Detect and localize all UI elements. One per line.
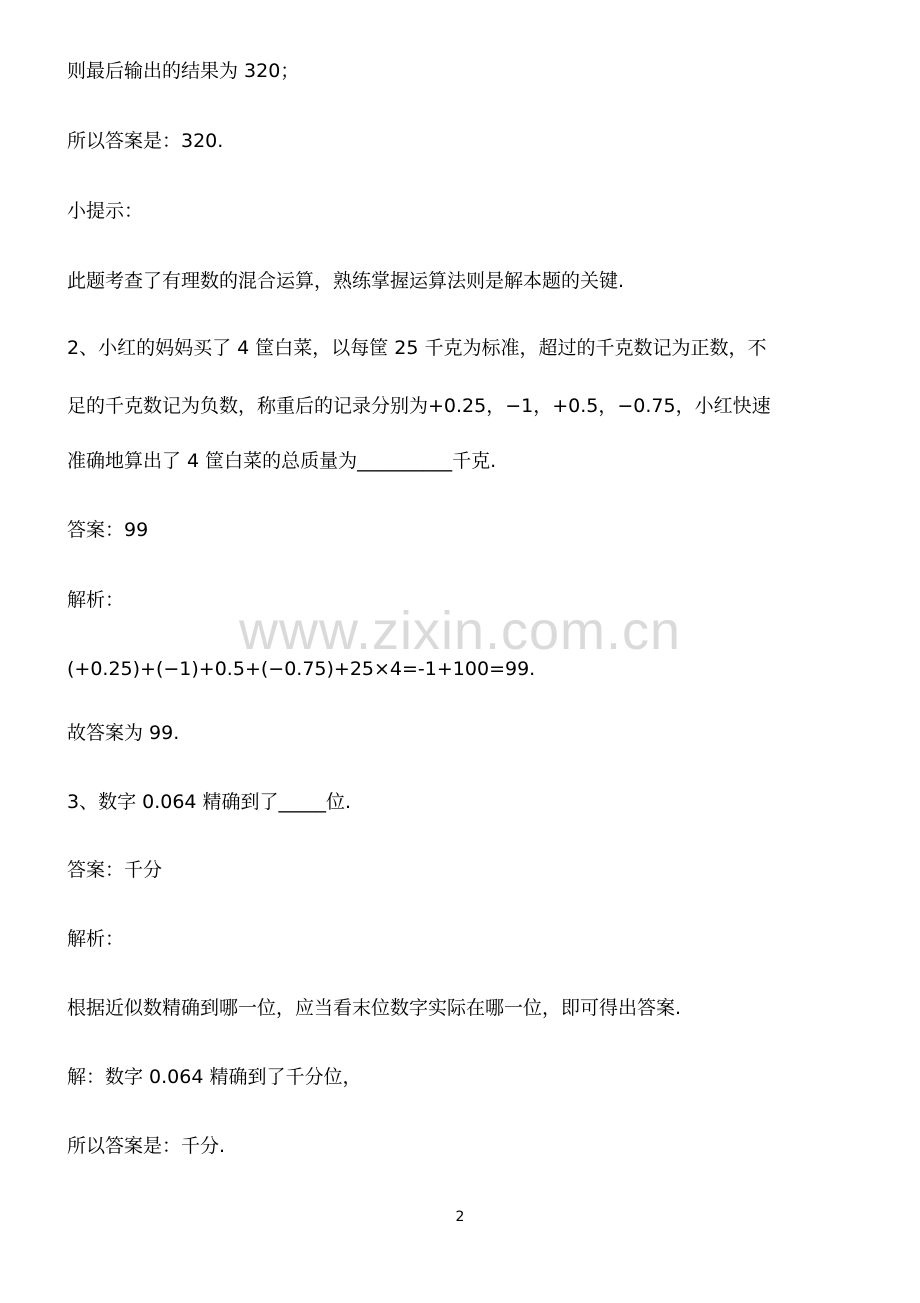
question-3: 3、数字 0.064 精确到了_____位. xyxy=(67,791,352,813)
analysis-formula-2: (+0.25)+(−1)+0.5+(−0.75)+25×4=-1+100=99. xyxy=(67,658,536,680)
answer-conclusion-2: 故答案为 99. xyxy=(67,722,180,744)
watermark: www.zixin.com.cn xyxy=(238,601,682,661)
page-number: 2 xyxy=(455,1209,465,1225)
analysis-label-3: 解析： xyxy=(67,928,125,950)
solution-3: 解：数字 0.064 精确到了千分位， xyxy=(67,1066,362,1088)
hint-text: 此题考查了有理数的混合运算，熟练掌握运算法则是解本题的关键. xyxy=(67,270,625,292)
analysis-text-3: 根据近似数精确到哪一位，应当看末位数字实际在哪一位，即可得出答案. xyxy=(67,997,682,1019)
result-statement: 则最后输出的结果为 320； xyxy=(67,60,300,82)
answer-2: 答案：99 xyxy=(67,519,149,541)
hint-label: 小提示： xyxy=(67,200,144,222)
answer-conclusion-3: 所以答案是：千分. xyxy=(67,1135,226,1157)
question-2-line-1: 2、小红的妈妈买了 4 筐白菜，以每筐 25 千克为标准，超过的千克数记为正数，不 xyxy=(67,337,767,359)
analysis-label-2: 解析： xyxy=(67,589,125,611)
answer-conclusion-1: 所以答案是：320. xyxy=(67,130,224,152)
question-2-line-2: 足的千克数记为负数，称重后的记录分别为+0.25，−1，+0.5，−0.75，小红快速 xyxy=(67,395,771,417)
question-2-line-3: 准确地算出了 4 筐白菜的总质量为__________千克. xyxy=(67,450,497,472)
answer-3: 答案：千分 xyxy=(67,859,163,881)
